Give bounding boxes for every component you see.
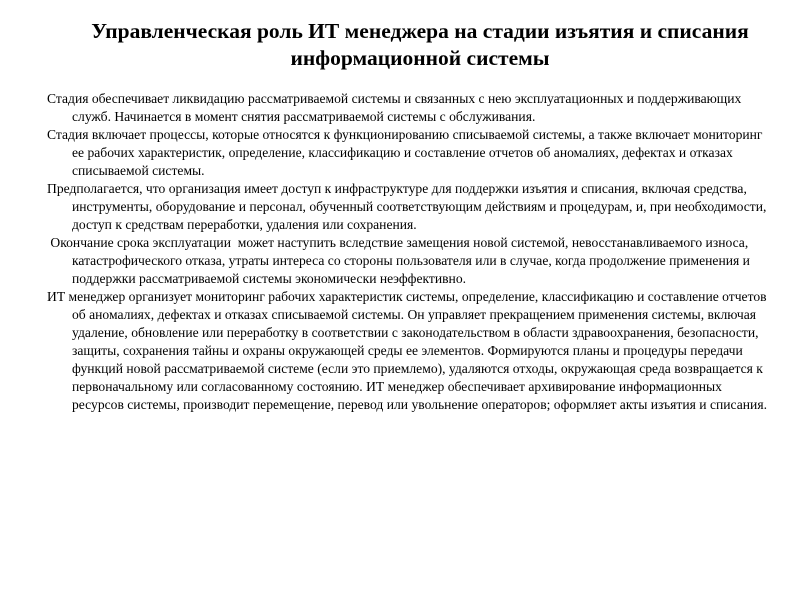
paragraph-stage-purpose: Стадия обеспечивает ликвидацию рассматриваемой системы и связанных с нею эксплуатационных и поддерживающих служб. Начинается в момент снятия рассматриваемой системы с обслуживания. (47, 91, 742, 124)
paragraph-end-of-life: Окончание срока эксплуатации может наступить вследствие замещения новой системой, невосстанавливаемого износа, катастрофического отказа, утраты интереса со стороны пользователя или в случае, когда продолжение применения и поддержки рассматриваемой системы экономически неэффективно. (47, 235, 754, 286)
slide-title: Управленческая роль ИТ менеджера на стадии изъятия и списания информационной системы (91, 19, 749, 70)
paragraph-stage-processes: Стадия включает процессы, которые относятся к функционированию списываемой системы, а также включает мониторинг ее рабочих характеристик, определение, классификацию и составление отчетов об аномалиях, дефектах и отказах списываемой системы. (47, 127, 763, 178)
paragraph-infrastructure: Предполагается, что организация имеет доступ к инфраструктуре для поддержки изъятия и списания, включая средства, инструменты, оборудование и персонал, обученный соответствующим действиям и процедурам, и, при необходимости, доступ к средствам переработки, удаления или сохранения. (47, 181, 767, 232)
slide-body (47, 90, 767, 414)
paragraph-it-manager-role: ИТ менеджер организует мониторинг рабочих характеристик системы, определение, классификацию и составление отчетов об аномалиях, дефектах и отказах списываемой системы. Он управляет прекращением применения системы, включая удаление, обновление или переработку в соответствии с законодательством в области здравоохранения, безопасности, защиты, сохранения тайны и охраны окружающей среды ее элементов. Формируются планы и процедуры передачи функций новой рассматриваемой системе (если это приемлемо), удаляются отходы, окружающая среда возвращается к первоначальному или согласованному состоянию. ИТ менеджер обеспечивает архивирование информационных ресурсов системы, производит перемещение, перевод или увольнение операторов; оформляет акты изъятия и списания. (47, 289, 767, 412)
